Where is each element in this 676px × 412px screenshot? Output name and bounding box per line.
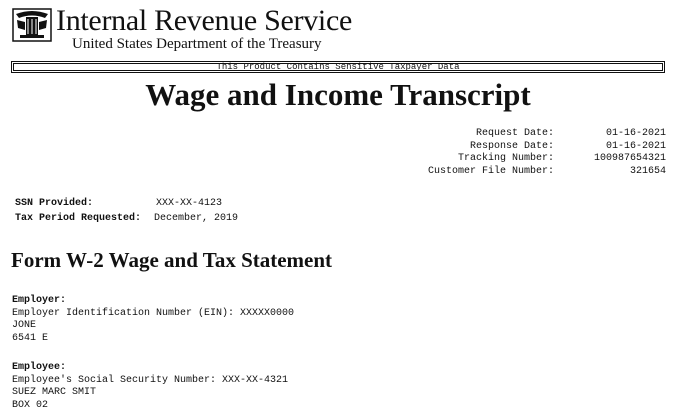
response-date-value: 01-16-2021	[594, 141, 666, 154]
request-date-value: 01-16-2021	[594, 128, 666, 141]
document-title: Wage and Income Transcript	[0, 78, 676, 112]
form-w2-title: Form W-2 Wage and Tax Statement	[11, 248, 332, 272]
employee-ssn: Employee's Social Security Number: XXX-XX-4321	[12, 375, 288, 388]
employer-heading: Employer:	[12, 295, 294, 308]
request-info-labels	[428, 128, 554, 178]
response-date-label: Response Date:	[428, 141, 554, 154]
irs-eagle-logo-icon	[12, 8, 52, 42]
sensitive-data-notice: This Product Contains Sensitive Taxpayer Data	[11, 61, 665, 73]
employee-name: SUEZ MARC SMIT	[12, 387, 288, 400]
ssn-label: SSN Provided:	[15, 198, 93, 210]
agency-subtitle: United States Department of the Treasury	[72, 36, 322, 53]
employer-ein: Employer Identification Number (EIN): XXXXX0000	[12, 308, 294, 321]
employee-address: BOX 02	[12, 400, 288, 412]
employer-address: 6541 E	[12, 333, 294, 346]
ssn-value: XXX-XX-4123	[156, 198, 222, 210]
request-date-label: Request Date:	[428, 128, 554, 141]
employer-block	[12, 295, 294, 345]
customer-file-number-value: 321654	[594, 166, 666, 179]
employee-heading: Employee:	[12, 362, 288, 375]
agency-name: Internal Revenue Service	[56, 4, 352, 38]
tax-period-label: Tax Period Requested:	[15, 213, 141, 225]
customer-file-number-label: Customer File Number:	[428, 166, 554, 179]
tax-period-value: December, 2019	[154, 213, 238, 225]
tracking-number-label: Tracking Number:	[428, 153, 554, 166]
request-info-values	[594, 128, 666, 178]
employer-name: JONE	[12, 320, 294, 333]
employee-block	[12, 362, 288, 412]
tracking-number-value: 100987654321	[594, 153, 666, 166]
